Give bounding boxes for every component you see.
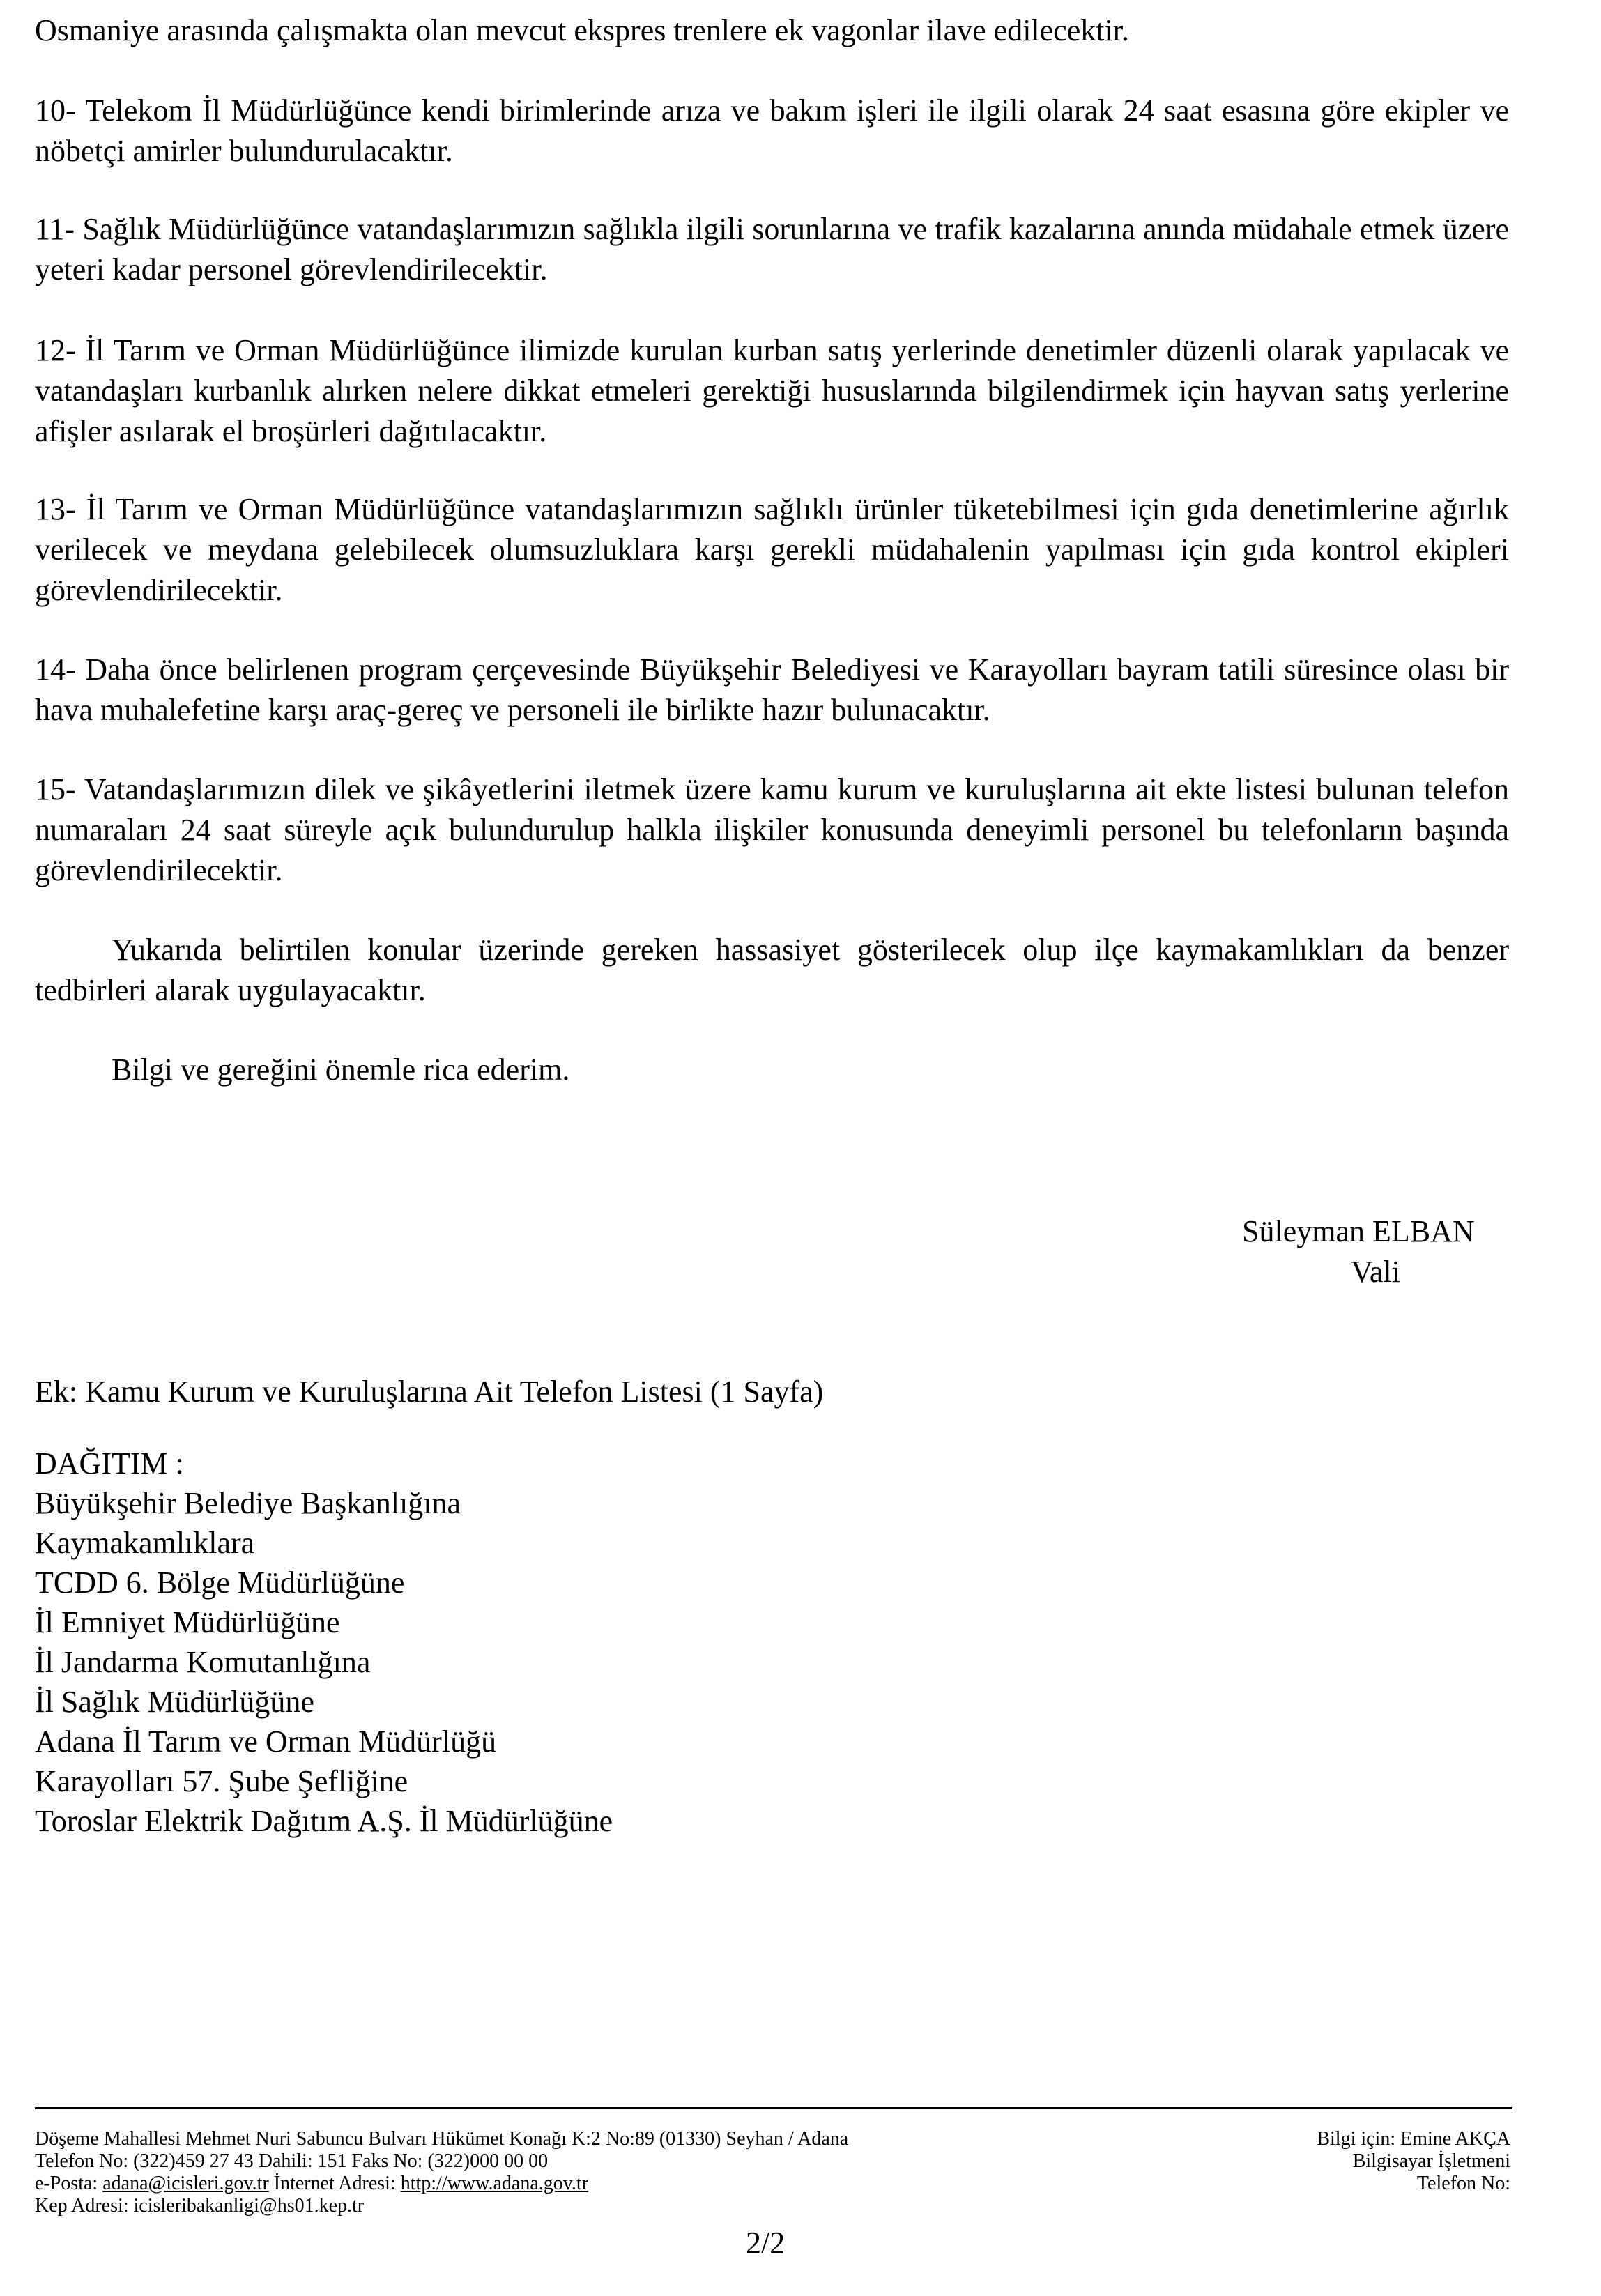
footer-kep: Kep Adresi: icisleribakanligi@hs01.kep.tr	[35, 2195, 365, 2217]
distribution-item: Karayolları 57. Şube Şefliğine	[35, 1764, 408, 1798]
signatory-name: Süleyman ELBAN	[1242, 1214, 1475, 1248]
distribution-item: İl Emniyet Müdürlüğüne	[35, 1605, 340, 1639]
paragraph-13: 13- İl Tarım ve Orman Müdürlüğünce vatandaşlarımızın sağlıklı ürünler tüketebilmesi için gıda denetimlerine ağırlık verilecek ve meydana gelebilecek olumsuzluklara karşı gerekli müdahalenin yapılması için gıda kontrol ekipleri görevlendirilecektir.	[35, 492, 1509, 607]
attachment-note: Ek: Kamu Kurum ve Kuruluşlarına Ait Telefon Listesi (1 Sayfa)	[35, 1375, 824, 1409]
info-phone: Telefon No:	[1416, 2173, 1510, 2194]
info-contact-person: Bilgi için: Emine AKÇA	[1317, 2128, 1510, 2150]
distribution-item: Toroslar Elektrik Dağıtım A.Ş. İl Müdürlüğüne	[35, 1804, 613, 1838]
email-link[interactable]: adana@icisleri.gov.tr	[102, 2173, 269, 2194]
paragraph-11: 11- Sağlık Müdürlüğünce vatandaşlarımızın sağlıkla ilgili sorunlarına ve trafik kazalarına anında müdahale etmek üzere yeteri kadar personel görevlendirilecektir.	[35, 212, 1509, 286]
footer-contact	[35, 2128, 1080, 2217]
footer-address: Döşeme Mahallesi Mehmet Nuri Sabuncu Bulvarı Hükümet Konağı K:2 No:89 (01330) Seyhan / Adana	[35, 2128, 849, 2150]
signatory-title: Vali	[1351, 1255, 1400, 1289]
distribution-item: İl Sağlık Müdürlüğüne	[35, 1685, 314, 1719]
distribution-item: Adana İl Tarım ve Orman Müdürlüğü	[35, 1724, 497, 1759]
closing-paragraph: Yukarıda belirtilen konular üzerinde gereken hassasiyet gösterilecek olup ilçe kaymakamlıkları da benzer tedbirleri alarak uygulayacaktır.	[35, 933, 1509, 1007]
web-label: İnternet Adresi:	[268, 2173, 401, 2194]
footer-phone: Telefon No: (322)459 27 43 Dahili: 151 Faks No: (322)000 00 00	[35, 2150, 549, 2172]
paragraph-12: 12- İl Tarım ve Orman Müdürlüğünce ilimizde kurulan kurban satış yerlerinde denetimler düzenli olarak yapılacak ve vatandaşları kurbanlık alırken nelere dikkat etmeleri gerektiği hususlarında bilgilendirmek için hayvan satış yerlerine afişler asılarak el broşürleri dağıtılacaktır.	[35, 333, 1509, 448]
page-number: 2/2	[746, 2226, 786, 2260]
paragraph-10: 10- Telekom İl Müdürlüğünce kendi birimlerinde arıza ve bakım işleri ile ilgili olarak 24 saat esasına göre ekipler ve nöbetçi amirler bulundurulacaktır.	[35, 93, 1509, 168]
distribution-item: Kaymakamlıklara	[35, 1526, 255, 1560]
paragraph-9-end: Osmaniye arasında çalışmakta olan mevcut ekspres trenlere ek vagonlar ilave edilecektir.	[35, 13, 1129, 47]
distribution-item: TCDD 6. Bölge Müdürlüğüne	[35, 1566, 405, 1600]
paragraph-14: 14- Daha önce belirlenen program çerçevesinde Büyükşehir Belediyesi ve Karayolları bayram tatili süresince olası bir hava muhalefetine karşı araç-gereç ve personeli ile birlikte hazır bulunacaktır.	[35, 652, 1509, 727]
footer-info	[1317, 2128, 1510, 2195]
paragraph-15: 15- Vatandaşlarımızın dilek ve şikâyetlerini iletmek üzere kamu kurum ve kuruluşlarına ait ekte listesi bulunan telefon numaraları 24 saat süreyle açık bulundurulup halkla ilişkiler konusunda deneyimli personel bu telefonların başında görevlendirilecektir.	[35, 772, 1509, 887]
distribution-item: Büyükşehir Belediye Başkanlığına	[35, 1486, 461, 1520]
distribution-item: İl Jandarma Komutanlığına	[35, 1645, 371, 1679]
footer-web-line	[35, 2173, 1080, 2195]
footer-divider	[35, 2107, 1512, 2109]
distribution-heading: DAĞITIM :	[35, 1446, 184, 1480]
info-department: Bilgisayar İşletmeni	[1352, 2150, 1510, 2172]
distribution-list	[35, 1444, 613, 1841]
email-label: e-Posta:	[35, 2173, 103, 2194]
closing-request: Bilgi ve gereğini önemle rica ederim.	[112, 1053, 570, 1087]
website-link[interactable]: http://www.adana.gov.tr	[400, 2173, 589, 2194]
